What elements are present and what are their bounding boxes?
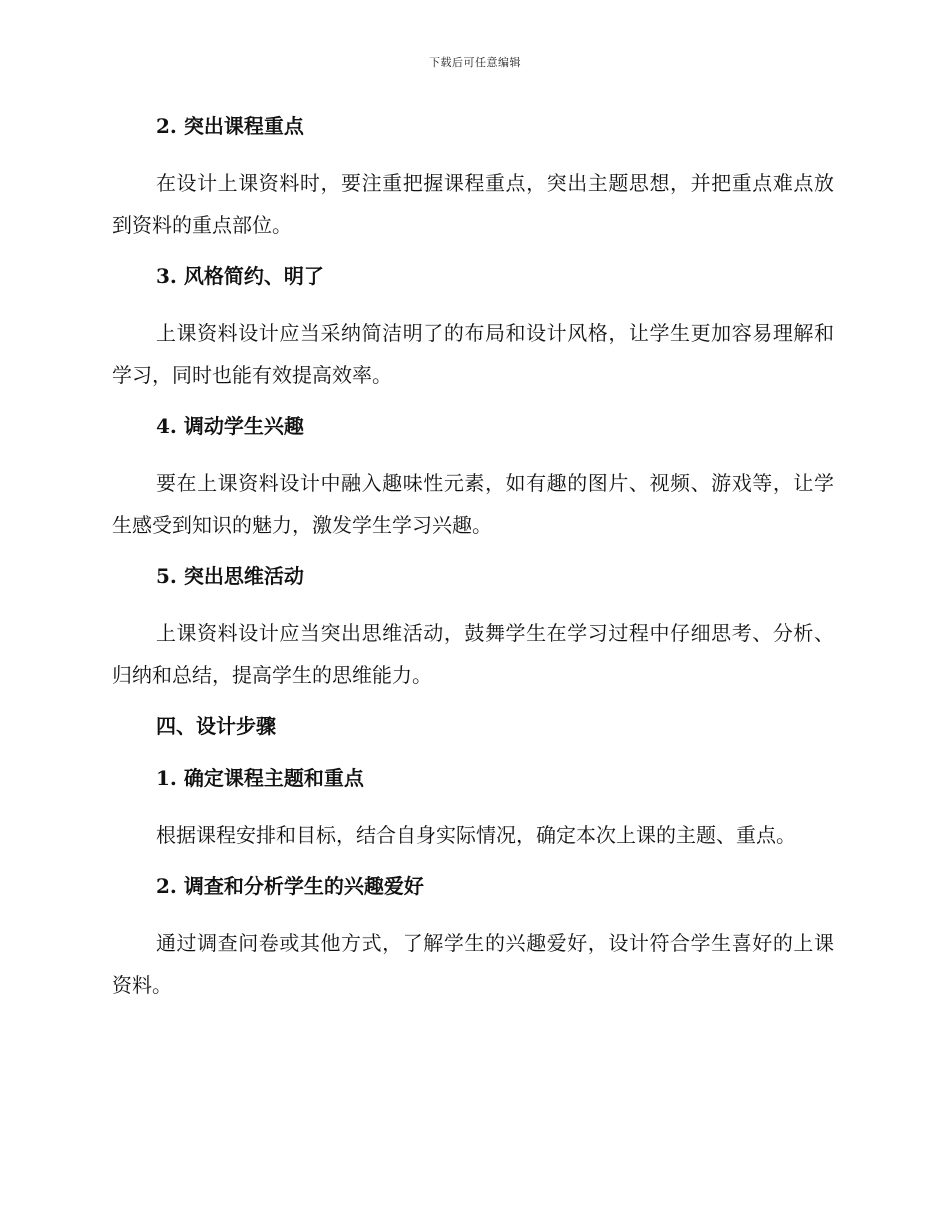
section-heading: 4. 调动学生兴趣	[156, 414, 304, 438]
section-heading: 5. 突出思维活动	[156, 564, 304, 588]
section-paragraph: 要在上课资料设计中融入趣味性元素，如有趣的图片、视频、游戏等，让学生感受到知识的魅力，激发学生学习兴趣。	[112, 471, 834, 537]
step-paragraph: 通过调查问卷或其他方式，了解学生的兴趣爱好，设计符合学生喜好的上课资料。	[112, 931, 834, 997]
step-paragraph: 根据课程安排和目标，结合自身实际情况，确定本次上课的主题、重点。	[156, 823, 796, 847]
step-heading: 2. 调查和分析学生的兴趣爱好	[156, 874, 424, 898]
document-body	[112, 110, 834, 1020]
section-heading: 2. 突出课程重点	[156, 114, 304, 138]
page-header-note: 下载后可任意编辑	[429, 56, 521, 69]
section-paragraph: 在设计上课资料时，要注重把握课程重点，突出主题思想，并把重点难点放到资料的重点部位。	[112, 171, 834, 237]
section-paragraph: 上课资料设计应当采纳简洁明了的布局和设计风格，让学生更加容易理解和学习，同时也能有效提高效率。	[112, 321, 834, 387]
part-title: 四、设计步骤	[156, 714, 276, 738]
section-heading: 3. 风格简约、明了	[156, 264, 324, 288]
step-heading: 1. 确定课程主题和重点	[156, 766, 364, 790]
section-paragraph: 上课资料设计应当突出思维活动，鼓舞学生在学习过程中仔细思考、分析、归纳和总结，提高学生的思维能力。	[112, 621, 834, 687]
